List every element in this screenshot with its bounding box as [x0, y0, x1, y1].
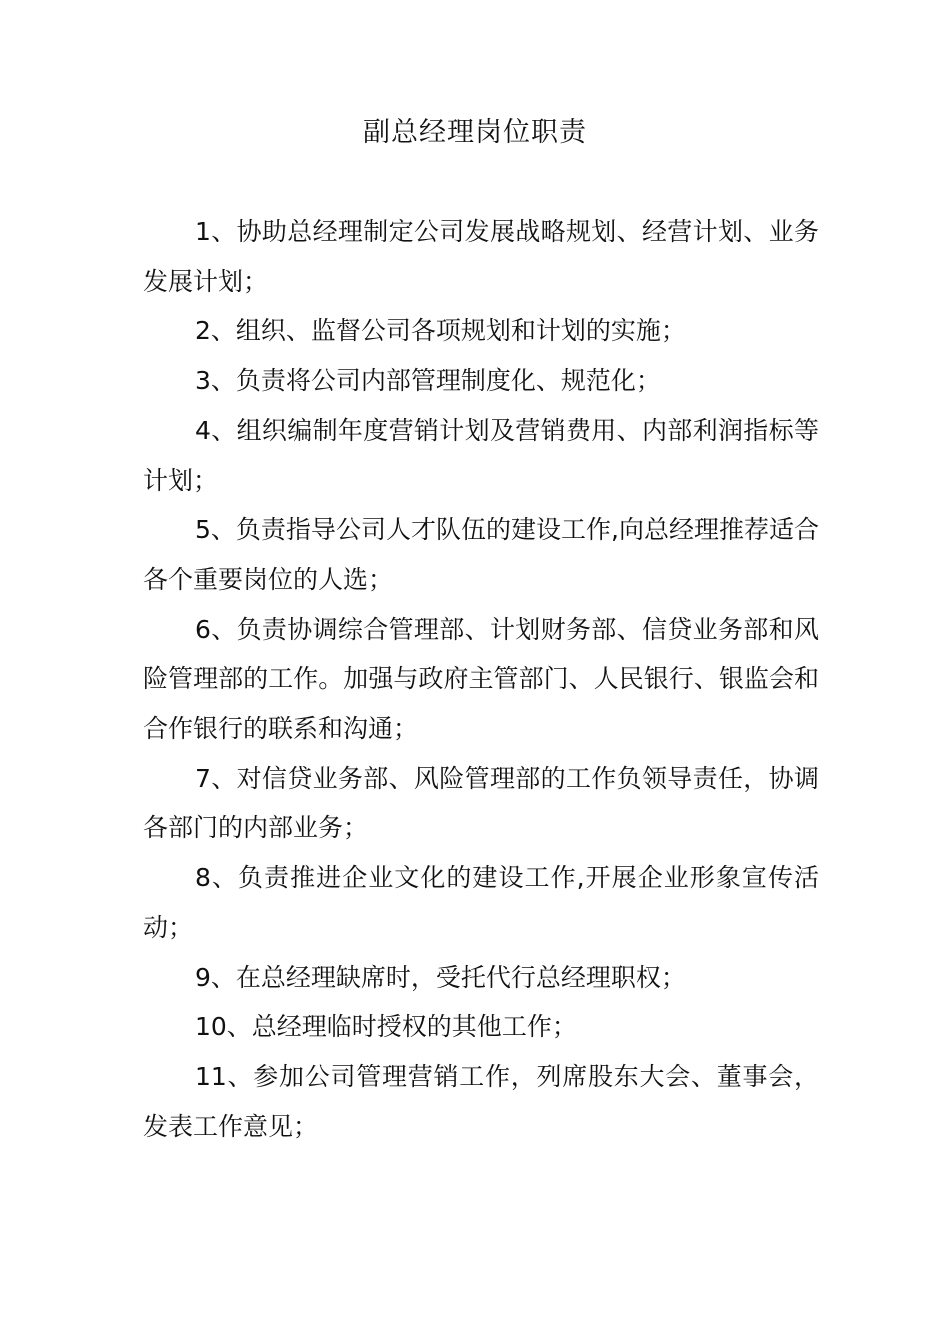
duties-list [143, 207, 819, 1151]
duty-item-8: 8、负责推进企业文化的建设工作,开展企业形象宣传活动； [143, 863, 819, 942]
page-title: 副总经理岗位职责 [363, 117, 587, 148]
duty-item-6: 6、负责协调综合管理部、计划财务部、信贷业务部和风险管理部的工作。加强与政府主管部门、人民银行、银监会和合作银行的联系和沟通； [143, 614, 819, 744]
duty-item-1: 1、协助总经理制定公司发展战略规划、经营计划、业务发展计划； [143, 217, 819, 296]
duty-item-2: 2、组织、监督公司各项规划和计划的实施； [195, 316, 686, 346]
duty-item-4: 4、组织编制年度营销计划及营销费用、内部利润指标等计划； [143, 415, 819, 495]
duty-item-5: 5、负责指导公司人才队伍的建设工作,向总经理推荐适合各个重要岗位的人选； [143, 515, 819, 594]
duty-item-11: 11、参加公司管理营销工作，列席股东大会、董事会，发表工作意见； [143, 1061, 819, 1141]
duty-item-10: 10、总经理临时授权的其他工作； [195, 1012, 577, 1042]
duty-item-3: 3、负责将公司内部管理制度化、规范化； [195, 366, 661, 396]
duty-item-9: 9、在总经理缺席时，受托代行总经理职权； [195, 962, 686, 992]
duty-item-7: 7、对信贷业务部、风险管理部的工作负领导责任，协调各部门的内部业务； [143, 763, 819, 843]
